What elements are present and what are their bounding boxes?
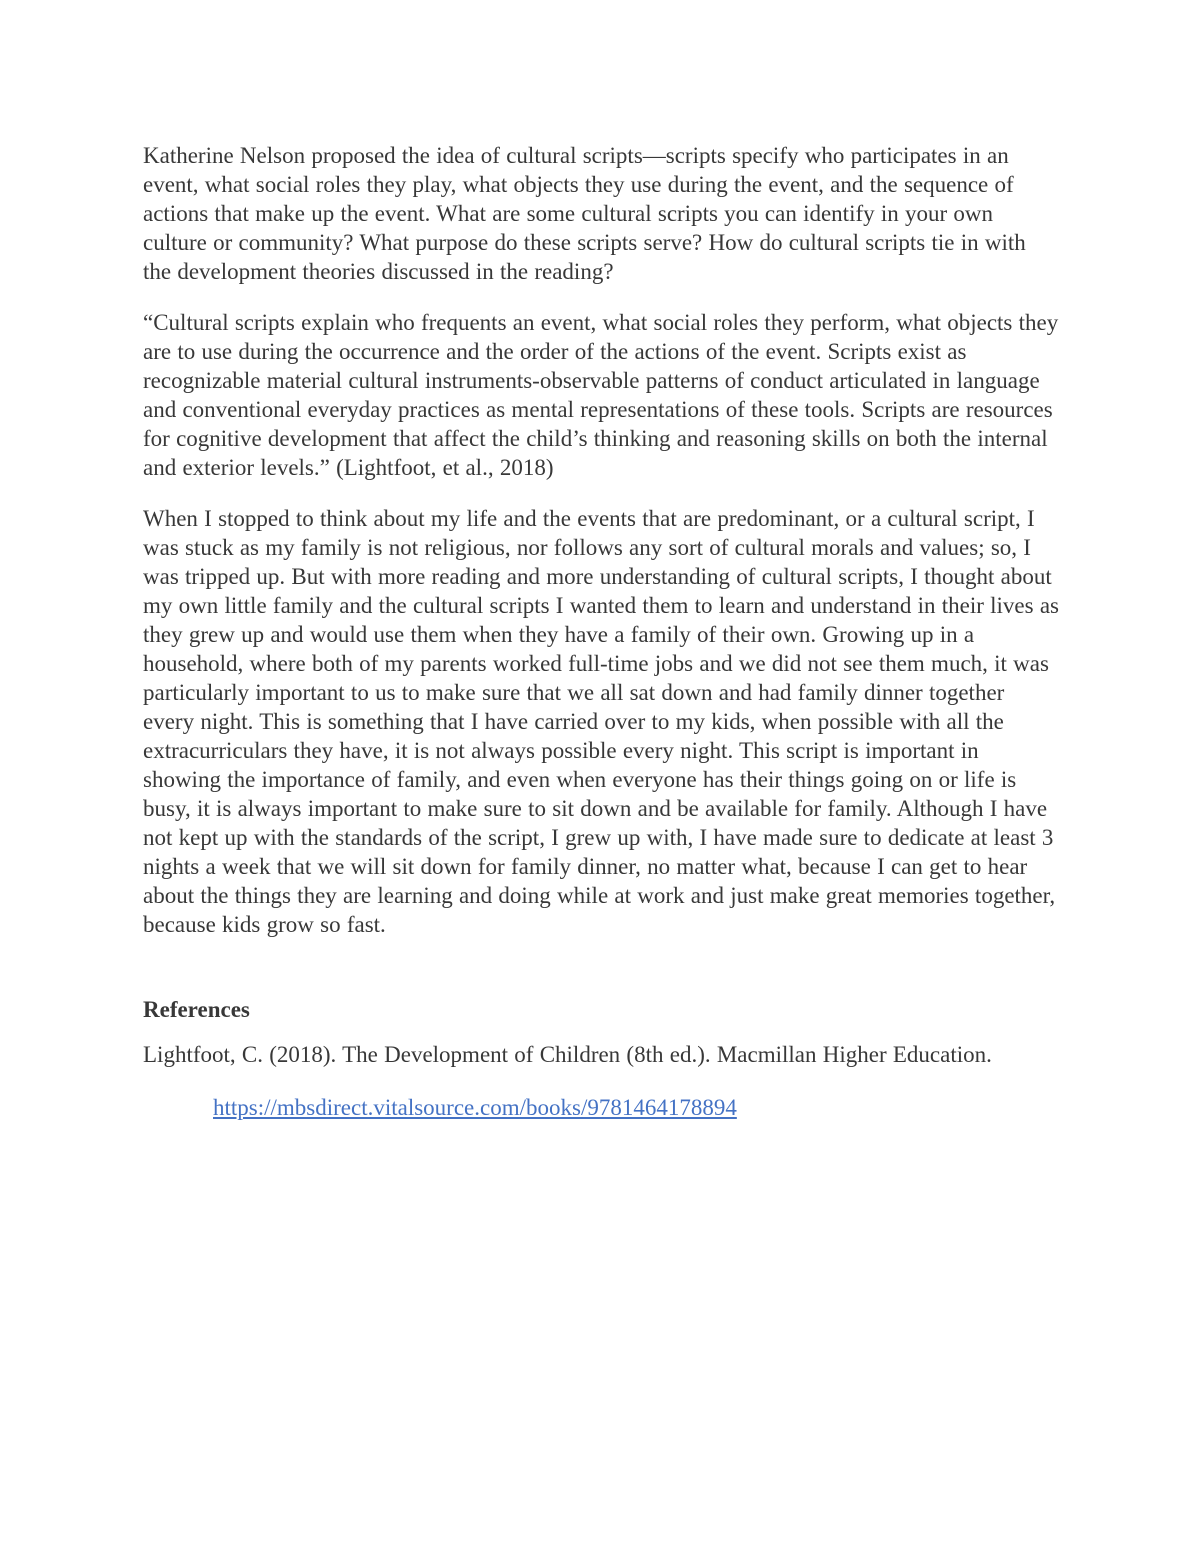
reference-citation: Lightfoot, C. (2018). The Development of Children (8th ed.). Macmillan Higher Education. xyxy=(143,1042,992,1067)
reference-link-line xyxy=(143,1093,1059,1122)
essay-paragraph-prompt: Katherine Nelson proposed the idea of cultural scripts—scripts specify who participates in an event, what social roles they play, what objects they use during the event, and the sequence of actions that make up the event. What are some cultural scripts you can identify in your own culture or community? What purpose do these scripts serve? How do cultural scripts tie in with the development theories discussed in the reading? xyxy=(143,143,1026,284)
essay-paragraph-quote: “Cultural scripts explain who frequents an event, what social roles they perform, what objects they are to use during the occurrence and the order of the actions of the event. Scripts exist as recognizable material cultural instruments-observable patterns of conduct articulated in language and conventional everyday practices as mental representations of these tools. Scripts are resources for cognitive development that affect the child’s thinking and reasoning skills on both the internal and exterior levels.” (Lightfoot, et al., 2018) xyxy=(143,310,1059,480)
references-heading: References xyxy=(143,997,250,1022)
essay-paragraph-response: When I stopped to think about my life and the events that are predominant, or a cultural script, I was stuck as my family is not religious, nor follows any sort of cultural morals and values; so, I was tripped up. But with more reading and more understanding of cultural scripts, I thought about my own little family and the cultural scripts I wanted them to learn and understand in their lives as they grew up and would use them when they have a family of their own. Growing up in a household, where both of my parents worked full-time jobs and we did not see them much, it was particularly important to us to make sure that we all sat down and had family dinner together every night. This is something that I have carried over to my kids, when possible with all the extracurriculars they have, it is not always possible every night. This script is important in showing the importance of family, and even when everyone has their things going on or life is busy, it is always important to make sure to sit down and be available for family. Although I have not kept up with the standards of the script, I grew up with, I have made sure to dedicate at least 3 nights a week that we will sit down for family dinner, no matter what, because I can get to hear about the things they are learning and doing while at work and just make great memories together, because kids grow so fast. xyxy=(143,506,1059,937)
reference-hyperlink[interactable]: https://mbsdirect.vitalsource.com/books/9781464178894 xyxy=(213,1095,737,1120)
